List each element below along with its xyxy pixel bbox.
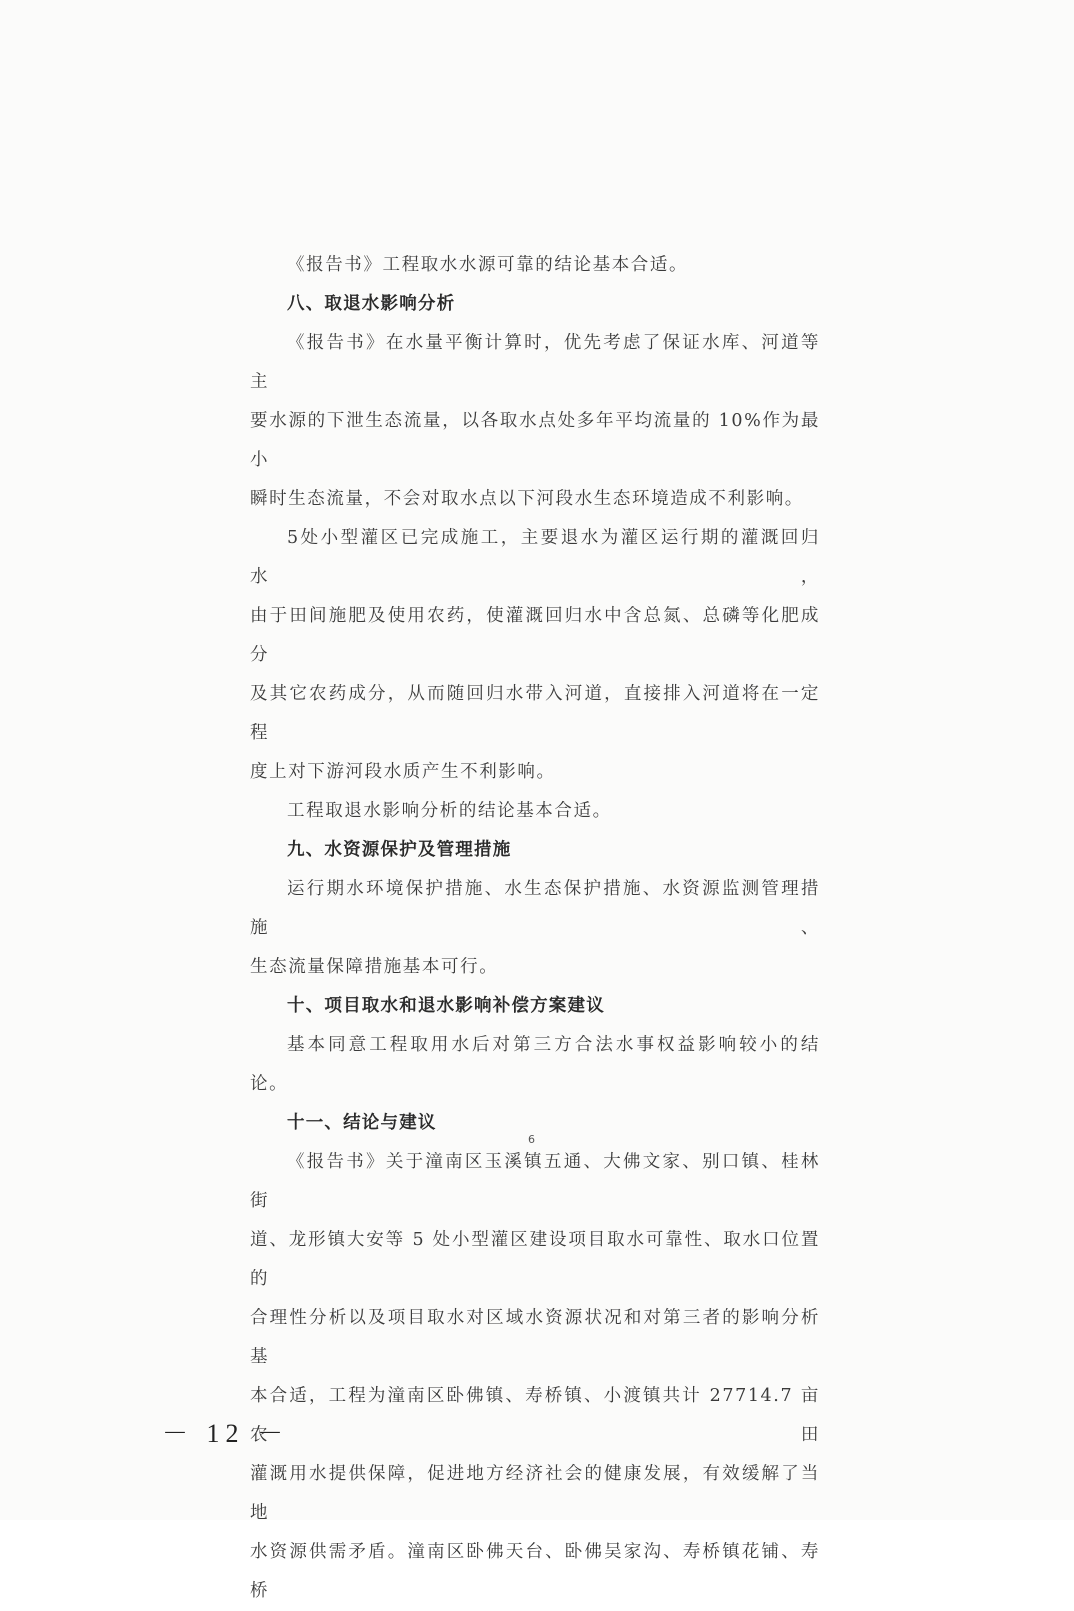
paragraph-line: 工程取退水影响分析的结论基本合适。 — [287, 801, 612, 821]
paragraph-line: 本合适，工程为潼南区卧佛镇、寿桥镇、小渡镇共计 27714.7 亩农田 — [250, 1386, 820, 1445]
paragraph-line: 生态流量保障措施基本可行。 — [250, 957, 499, 977]
inner-page-number: 6 — [528, 1133, 535, 1146]
paragraph-line: 5处小型灌区已完成施工，主要退水为灌区运行期的灌溉回归水， — [250, 528, 820, 587]
paragraph-line: 道、龙形镇大安等 5 处小型灌区建设项目取水可靠性、取水口位置的 — [250, 1230, 820, 1289]
document-body — [250, 246, 820, 1611]
paragraph-line: 灌溉用水提供保障，促进地方经济社会的健康发展，有效缓解了当地 — [250, 1464, 820, 1523]
paragraph-line: 水资源供需矛盾。潼南区卧佛天台、卧佛吴家沟、寿桥镇花铺、寿桥 — [250, 1542, 820, 1601]
paragraph-line: 瞬时生态流量，不会对取水点以下河段水生态环境造成不利影响。 — [250, 489, 804, 509]
section-heading-9: 九、水资源保护及管理措施 — [287, 840, 512, 860]
paragraph-line: 《报告书》工程取水水源可靠的结论基本合适。 — [287, 255, 689, 275]
outer-page-number: － 12 － — [162, 1419, 290, 1448]
paragraph-line: 基本同意工程取用水后对第三方合法水事权益影响较小的结论。 — [250, 1035, 820, 1094]
section-heading-11: 十一、结论与建议 — [287, 1113, 437, 1133]
paragraph-line: 度上对下游河段水质产生不利影响。 — [250, 762, 556, 782]
section-heading-8: 八、取退水影响分析 — [287, 294, 456, 314]
section-heading-10: 十、项目取水和退水影响补偿方案建议 — [287, 996, 605, 1016]
paragraph-line: 《报告书》在水量平衡计算时，优先考虑了保证水库、河道等主 — [250, 333, 820, 392]
paragraph-line: 由于田间施肥及使用农药，使灌溉回归水中含总氮、总磷等化肥成分 — [250, 606, 820, 665]
paragraph-line: 要水源的下泄生态流量，以各取水点处多年平均流量的 10%作为最小 — [250, 411, 820, 470]
paragraph-line: 合理性分析以及项目取水对区域水资源状况和对第三者的影响分析基 — [250, 1308, 820, 1367]
paragraph-line: 运行期水环境保护措施、水生态保护措施、水资源监测管理措施、 — [250, 879, 820, 938]
paragraph-line: 及其它农药成分，从而随回归水带入河道，直接排入河道将在一定程 — [250, 684, 820, 743]
paragraph-line: 《报告书》关于潼南区玉溪镇五通、大佛文家、别口镇、桂林街 — [250, 1152, 820, 1211]
